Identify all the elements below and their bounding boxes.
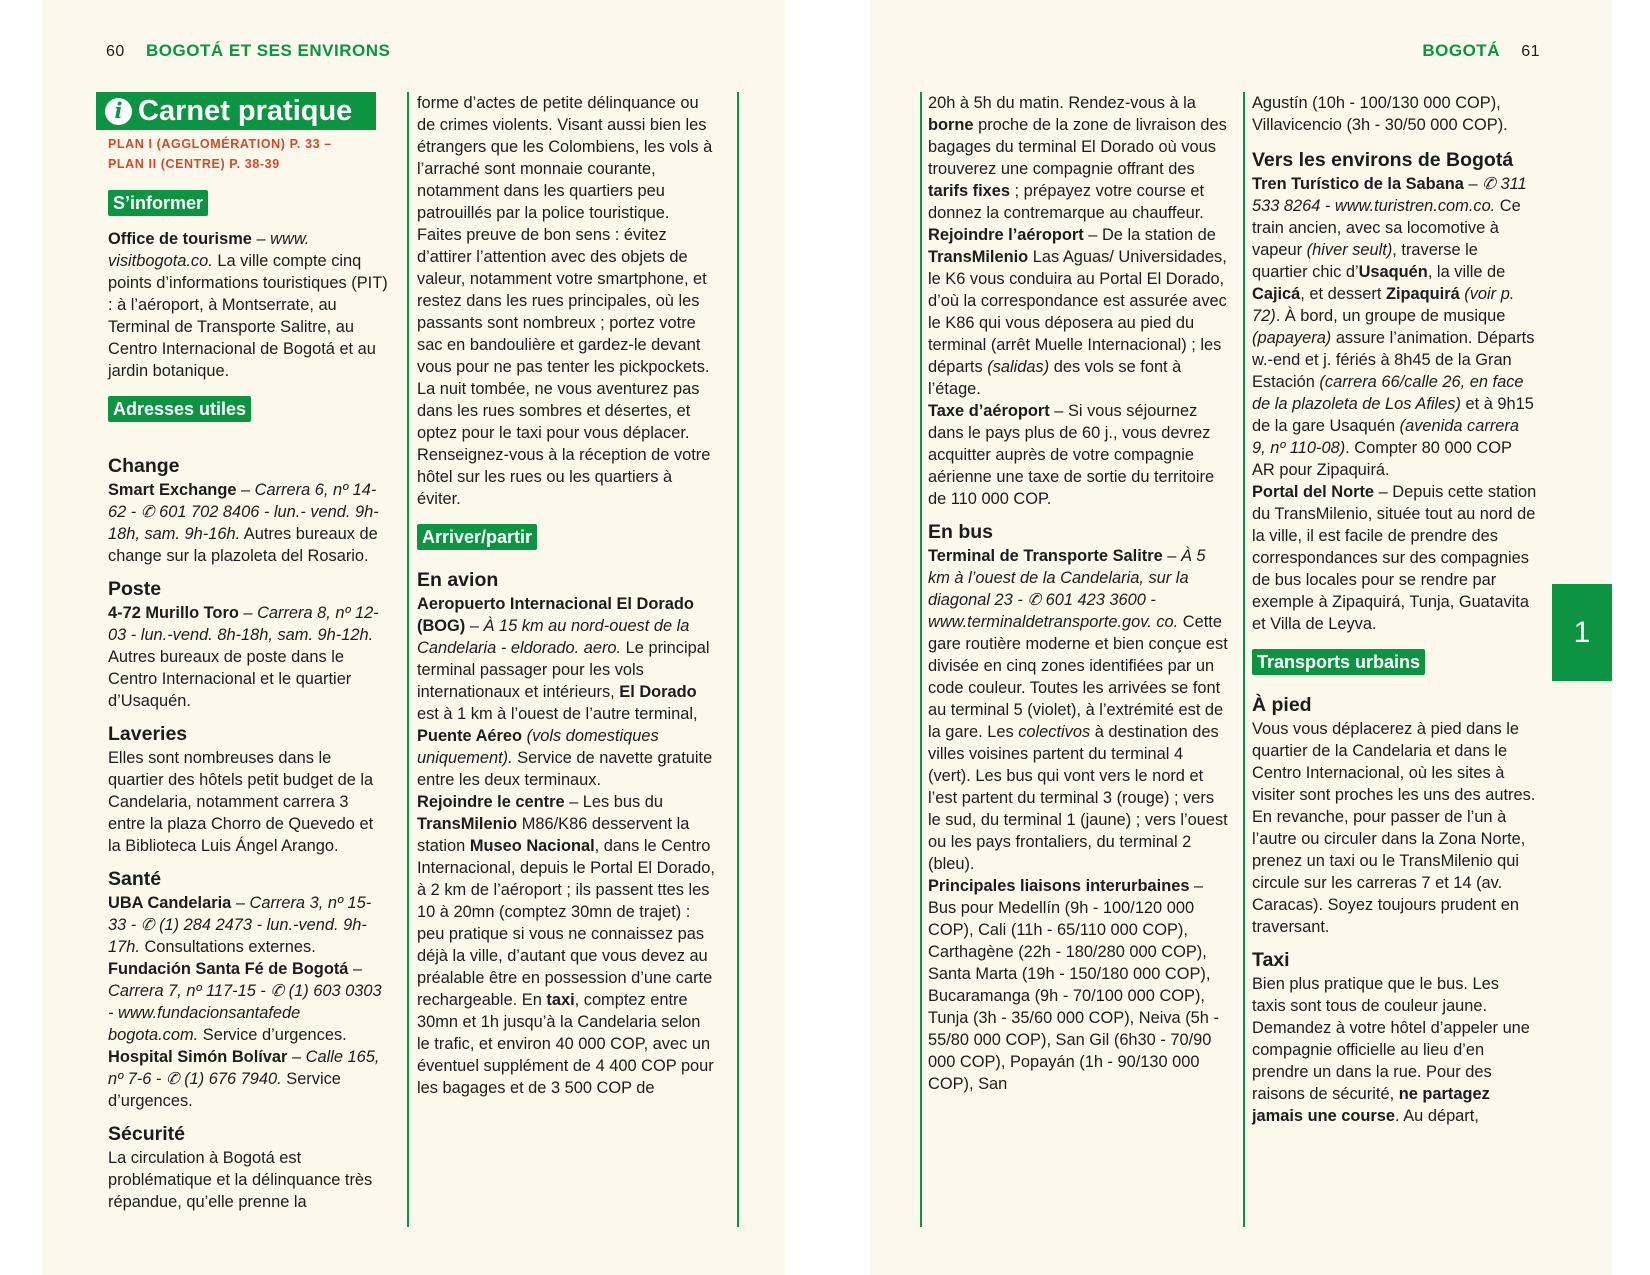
entry-name: Office de tourisme [108,230,252,248]
text: Autres bureaux de change sur la plazoleta del Rosario. [108,525,378,565]
note: (vols domestiques uniquement). [417,727,659,767]
paragraph [417,791,717,1099]
column-1 [108,92,388,1227]
bold-term: borne [928,116,974,134]
note: (papayera) [1252,329,1332,347]
text: – Bus pour Medellín (9h - 100/120 000 COP), Cali (11h - 65/110 000 COP), Carthagène (22h - 180/280 000 COP), Santa Marta (19h - 150/180 000 COP), Bucaramanga (9h - 70/100 000 COP), Tunja (3h - 35/60 000 COP), Neiva (5h - 55/80 000 COP), San Gil (6h30 - 70/90 000 COP), Popayán (1h - 90/130 000 COP), San [928,877,1219,1093]
column-3 [928,92,1228,1227]
section-title-text: Carnet pratique [138,95,353,127]
column-divider [407,92,409,1227]
info-icon: i [105,98,132,125]
section-title [96,92,376,130]
column-divider [737,92,739,1227]
paragraph [928,224,1228,400]
text: à destination des villes voisines partent du terminal 4 (vert). Les bus qui vont vers le nord et l’est partent du terminal 3 (rouge) ; vers le sud, du terminal 1 (jaune) ; vers l’ouest ou les pays frontaliers, du terminal 2 (bleu). [928,723,1228,873]
text: Consultations externes. [139,938,316,956]
entry-address: – Carrera 6, nº 14-62 - ✆ 601 702 8406 - lun.- vend. 9h-18h, sam. 9h-16h. [108,481,379,543]
heading-badge: Adresses utiles [108,396,251,422]
bold-term: Zipaquirá [1385,285,1460,303]
text: assure l’animation. Départs w.-end et j. fériés à 8h45 de la Gran Estación [1252,329,1535,391]
subheading: Change [108,455,180,477]
entry-address: – Carrera 3, nº 15-33 - ✆ (1) 284 2473 - lun.-vend. 9h-17h. [108,894,372,956]
text: . À bord, un groupe de musique [1275,307,1506,325]
bold-term: TransMilenio [928,248,1029,266]
heading-badge: Arriver/partir [417,524,537,550]
bold-term: Museo Nacional [469,837,595,855]
note: (carrera 66/calle 26, en face de la plazoleta de Los Afiles) [1252,373,1524,413]
paragraph: Elles sont nombreuses dans le quartier des hôtels petit budget de la Candelaria, notamment carrera 3 entre la plaza Chorro de Quevedo et la Biblioteca Luis Ángel Arango. [108,749,374,855]
text: 20h à 5h du matin. Rendez-vous à la [928,94,1196,112]
paragraph [108,602,388,712]
page-number: 61 [1521,43,1540,60]
text: Le principal terminal passager pour les vols internationaux et intérieurs, [417,639,710,701]
entry-name: UBA Candelaria [108,894,232,912]
entry-name: Tren Turístico de la Sabana [1252,175,1464,193]
plan-reference [108,134,388,174]
note: (hiver seult) [1306,241,1393,259]
text: – Si vous séjournez dans le pays plus de 60 j., vous devrez acquitter auprès de votre compagnie aérienne une taxe de sortie du territoire de 110 000 COP. [928,402,1215,508]
note: colectivos [1018,723,1091,741]
paragraph: Agustín (10h - 100/130 000 COP), Villavicencio (3h - 30/50 000 COP). [1252,94,1508,134]
note: (voir p. 72) [1252,285,1515,325]
text: . Compter 80 000 COP AR pour Zipaquirá. [1252,439,1512,479]
column-divider [1243,92,1245,1227]
paragraph [928,92,1228,224]
entry-name: Aeropuerto Internacional El Dorado (BOG) [417,595,694,635]
text: Service d’urgences. [108,1070,341,1110]
text: et à 9h15 de la gare Usaquén [1252,395,1534,435]
bold-term: taxi [546,991,575,1009]
text: , et dessert [1300,285,1386,303]
text: . Au départ, [1395,1107,1479,1125]
running-head-left [106,41,390,61]
column-4 [1252,92,1537,1227]
column-divider [920,92,922,1227]
text: , la ville de [1427,263,1506,281]
subheading: Poste [108,578,162,600]
entry-name: Hospital Simón Bolívar [108,1048,288,1066]
text: M86/K86 desservent la station [417,815,690,855]
text: Service de navette gratuite entre les deux terminaux. [417,749,713,789]
column-2 [417,92,717,1227]
text: Bien plus pratique que le bus. Les taxis sont tous de couleur jaune. Demandez à votre hôtel d’appeler une compagnie officielle au lieu d’en prendre un dans la rue. Pour des raisons de sécurité, [1252,975,1530,1103]
entry-address: – Calle 165, nº 7-6 - ✆ (1) 676 7940. [108,1048,380,1088]
subheading: En avion [417,569,499,591]
text: – De la station de [1083,226,1216,244]
heading-badge: Transports urbains [1252,649,1425,675]
bold-term: El Dorado [619,683,697,701]
paragraph [108,228,388,382]
entry-name: Rejoindre l’aéroport [928,226,1084,244]
text: – [348,960,363,978]
paragraph [928,545,1228,875]
paragraph [1252,173,1537,481]
entry-address: – À 15 km au nord-ouest de la Candelaria - eldorado. aero. [417,617,690,657]
running-head-right [1422,41,1540,61]
plan-line: PLAN I (AGGLOMÉRATION) P. 33 – [108,137,332,151]
entry-name: Terminal de Transporte Salitre [928,547,1163,565]
text: , traverse le quartier chic d’ [1252,241,1478,281]
chapter-title: BOGOTÁ [1422,41,1500,60]
text: ; prépayez votre course et donnez la contremarque au chauffeur. [928,182,1205,222]
paragraph [108,892,388,958]
paragraph: forme d’actes de petite délinquance ou de crimes violents. Visant aussi bien les étrangers que les Colombiens, les vols à l’arraché sont monnaie courante, notamment dans les quartiers peu patrouillés par la police touristique. Faites preuve de bon sens : évitez d’attirer l’attention avec des objets de valeur, notamment votre smartphone, et restez dans les rues principales, où les passants sont nombreux ; portez votre sac en bandoulière et gardez-le devant vous pour ne pas tenter les pickpockets. La nuit tombée, ne vous aventurez pas dans les rues sombres et désertes, et optez pour le taxi pour vous déplacer. Renseignez-vous à la réception de votre hôtel sur les rues ou les quartiers à éviter. [417,94,713,508]
subheading: Laveries [108,723,188,745]
subheading: Sécurité [108,1123,185,1145]
entry-name: Fundación Santa Fé de Bogotá [108,960,349,978]
page-number: 60 [106,43,125,60]
paragraph: Vous vous déplacerez à pied dans le quartier de la Candelaria et dans le Centro Internacional, où les sites à visiter sont proches les uns des autres. En revanche, pour passer de l’un à l’autre ou circuler dans la Zona Norte, prenez un taxi ou le TransMilenio qui circule sur les carreras 7 et 14 (av. Caracas). Soyez toujours prudent en traversant. [1252,720,1536,936]
subheading: En bus [928,521,994,543]
text: Autres bureaux de poste dans le Centro Internacional et le quartier d’Usaquén. [108,648,352,710]
subheading: Santé [108,868,162,890]
heading-badge: S’informer [108,190,208,216]
chapter-title: BOGOTÁ ET SES ENVIRONS [146,41,391,60]
entry-name: Portal del Norte [1252,483,1375,501]
paragraph [928,875,1228,1095]
left-page [42,0,785,1275]
paragraph [1252,973,1537,1127]
bold-term: TransMilenio [417,815,518,833]
text: est à 1 km à l’ouest de l’autre terminal, [417,705,698,723]
text: – [251,230,271,248]
paragraph: La circulation à Bogotá est problématique et la délinquance très répandue, qu’elle prenne la [108,1149,373,1211]
text: – [1162,547,1181,565]
paragraph [1252,481,1537,635]
text: – [1463,175,1483,193]
entry-address: – Carrera 8, nº 12-03 - lun.-vend. 8h-18h, sam. 9h-12h. [108,604,379,644]
chapter-tab[interactable]: 1 [1552,584,1612,681]
entry-address: ✆ 311 533 8264 - www.turistren.com.co. [1252,175,1527,215]
text: Las Aguas/ Universidades, le K6 vous conduira au Portal El Dorado, d’où la correspondance est assurée avec le K86 qui vous déposera au pied du terminal (arrêt Muelle Internacional) ; les départs [928,248,1227,376]
paragraph [928,400,1228,510]
text: des vols se font à l’étage. [928,358,1182,398]
subheading: À pied [1252,694,1312,716]
entry-name: Rejoindre le centre [417,793,565,811]
entry-name: Smart Exchange [108,481,237,499]
bold-term: Usaquén [1358,263,1428,281]
subheading: Taxi [1252,949,1290,971]
entry-name: 4-72 Murillo Toro [108,604,239,622]
bold-term: ne partagez jamais une course [1252,1085,1490,1125]
paragraph [108,479,388,567]
right-page [870,0,1612,1275]
text: , dans le Centro Internacional, depuis le Portal El Dorado, à 2 km de l’aéroport ; ils passent ttes les 10 à 20mn (comptez 30mn de trajet) : peu pratique si vous ne connaissez pas déjà la ville, d’autant que vous devez au préalable être en possession d’une carte rechargeable. En [417,837,715,1009]
text: – Depuis cette station du TransMilenio, située tout au nord de la ville, il est facile de prendre des correspondances sur des compagnies de bus locales pour se rendre par exemple à Zipaquirá, Tunja, Guatavita et Villa de Leyva. [1252,483,1537,633]
text: – Les bus du [564,793,663,811]
bold-term: tarifs fixes [928,182,1010,200]
url: www. visitbogota.co. [108,230,310,270]
subheading: Vers les environs de Bogotá [1252,149,1514,171]
bold-term: Puente Aéreo [417,727,523,745]
entry-address: Carrera 7, nº 117-15 - ✆ (1) 603 0303 - www.fundacionsantafede bogota.com. [108,982,382,1044]
note: (salidas) [987,358,1050,376]
text: proche de la zone de livraison des bagages du terminal El Dorado où vous trouverez une compagnie offrant des [928,116,1227,178]
note: (avenida carrera 9, nº 110-08) [1252,417,1519,457]
entry-address: À 5 km à l’ouest de la Candelaria, sur la diagonal 23 - ✆ 601 423 3600 - www.terminaldetransporte.gov. co. [928,547,1206,631]
text: La ville compte cinq points d’informations touristiques (PIT) : à l’aéroport, à Montserrate, au Terminal de Transporte Salitre, au Centro Internacional de Bogotá et au jardin botanique. [108,252,388,380]
text: Cette gare routière moderne et bien conçue est divisée en cinq zones identifiées par un code couleur. Toutes les arrivées se font au terminal 5 (violet), à l’extrémité est de la gare. Les [928,613,1228,741]
text: Ce train ancien, avec sa locomotive à vapeur [1252,197,1521,259]
paragraph [108,958,388,1046]
entry-name: Taxe d’aéroport [928,402,1050,420]
paragraph [417,593,717,791]
entry-name: Principales liaisons interurbaines [928,877,1190,895]
plan-line: PLAN II (CENTRE) P. 38-39 [108,157,280,171]
text: , comptez entre 30mn et 1h jusqu’à la Candelaria selon le trafic, et environ 40 000 COP, avec un éventuel supplément de 4 400 COP pour les bagages et de 3 500 COP de [417,991,714,1097]
paragraph [108,1046,388,1112]
text: Service d’urgences. [198,1026,347,1044]
bold-term: Cajicá [1252,285,1301,303]
